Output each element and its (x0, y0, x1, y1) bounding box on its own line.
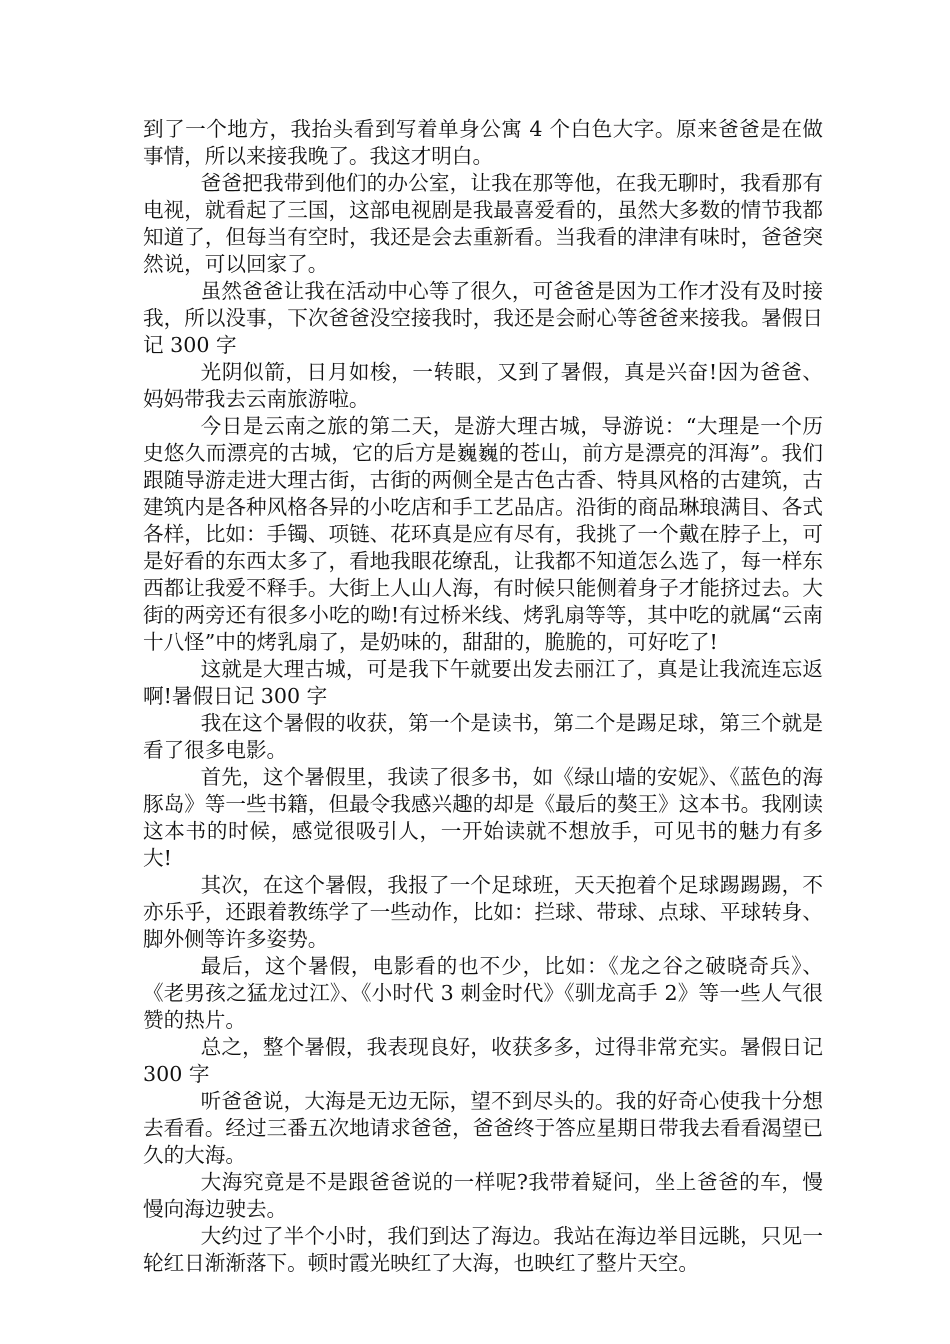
paragraph-13: 大海究竟是不是跟爸爸说的一样呢?我带着疑问，坐上爸爸的车，慢慢向海边驶去。 (143, 1170, 823, 1221)
paragraph-2: 爸爸把我带到他们的办公室，让我在那等他，在我无聊时，我看那有电视，就看起了三国，这部电视剧是我最喜爱看的，虽然大多数的情节我都知道了，但每当有空时，我还是会去重新看。当我看的津津有味时，爸爸突然说，可以回家了。 (143, 171, 823, 276)
paragraph-3: 虽然爸爸让我在活动中心等了很久，可爸爸是因为工作才没有及时接我，所以没事，下次爸爸没空接我时，我还是会耐心等爸爸来接我。暑假日记 300 字 (143, 279, 823, 357)
paragraph-14: 大约过了半个小时，我们到达了海边。我站在海边举目远眺，只见一轮红日渐渐落下。顿时霞光映红了大海，也映红了整片天空。 (143, 1224, 823, 1275)
paragraph-10: 最后，这个暑假，电影看的也不少，比如：《龙之谷之破晓奇兵》、《老男孩之猛龙过江》、《小时代 3 刺金时代》《驯龙高手 2》等一些人气很赞的热片。 (143, 954, 823, 1032)
document-page (143, 116, 823, 1277)
paragraph-11: 总之，整个暑假，我表现良好，收获多多，过得非常充实。暑假日记 300 字 (143, 1035, 823, 1086)
paragraph-1: 到了一个地方，我抬头看到写着单身公寓 4 个白色大字。原来爸爸是在做事情，所以来接我晚了。我这才明白。 (143, 117, 823, 168)
paragraph-4: 光阴似箭，日月如梭，一转眼，又到了暑假，真是兴奋!因为爸爸、妈妈带我去云南旅游啦。 (143, 360, 823, 411)
paragraph-6: 这就是大理古城，可是我下午就要出发去丽江了，真是让我流连忘返啊!暑假日记 300 字 (143, 657, 823, 708)
paragraph-8: 首先，这个暑假里，我读了很多书，如《绿山墙的安妮》、《蓝色的海豚岛》等一些书籍，但最令我感兴趣的却是《最后的獒王》这本书。我刚读这本书的时候，感觉很吸引人，一开始读就不想放手，可见书的魅力有多大! (143, 765, 823, 870)
paragraph-5: 今日是云南之旅的第二天，是游大理古城，导游说：“大理是一个历史悠久而漂亮的古城，它的后方是巍巍的苍山，前方是漂亮的洱海”。我们跟随导游走进大理古街，古街的两侧全是古色古香、特具风格的古建筑，古建筑内是各种风格各异的小吃店和手工艺品店。沿街的商品琳琅满目、各式各样，比如：手镯、项链、花环真是应有尽有，我挑了一个戴在脖子上，可是好看的东西太多了，看地我眼花缭乱，让我都不知道怎么选了，每一样东西都让我爱不释手。大街上人山人海，有时候只能侧着身子才能挤过去。大街的两旁还有很多小吃的呦!有过桥米线、烤乳扇等等，其中吃的就属“云南十八怪”中的烤乳扇了，是奶味的，甜甜的，脆脆的，可好吃了! (143, 414, 823, 654)
paragraph-9: 其次，在这个暑假，我报了一个足球班，天天抱着个足球踢踢踢，不亦乐乎，还跟着教练学了一些动作，比如：拦球、带球、点球、平球转身、脚外侧等许多姿势。 (143, 873, 823, 951)
paragraph-7: 我在这个暑假的收获，第一个是读书，第二个是踢足球，第三个就是看了很多电影。 (143, 711, 823, 762)
paragraph-12: 听爸爸说，大海是无边无际，望不到尽头的。我的好奇心使我十分想去看看。经过三番五次地请求爸爸，爸爸终于答应星期日带我去看看渴望已久的大海。 (143, 1089, 823, 1167)
